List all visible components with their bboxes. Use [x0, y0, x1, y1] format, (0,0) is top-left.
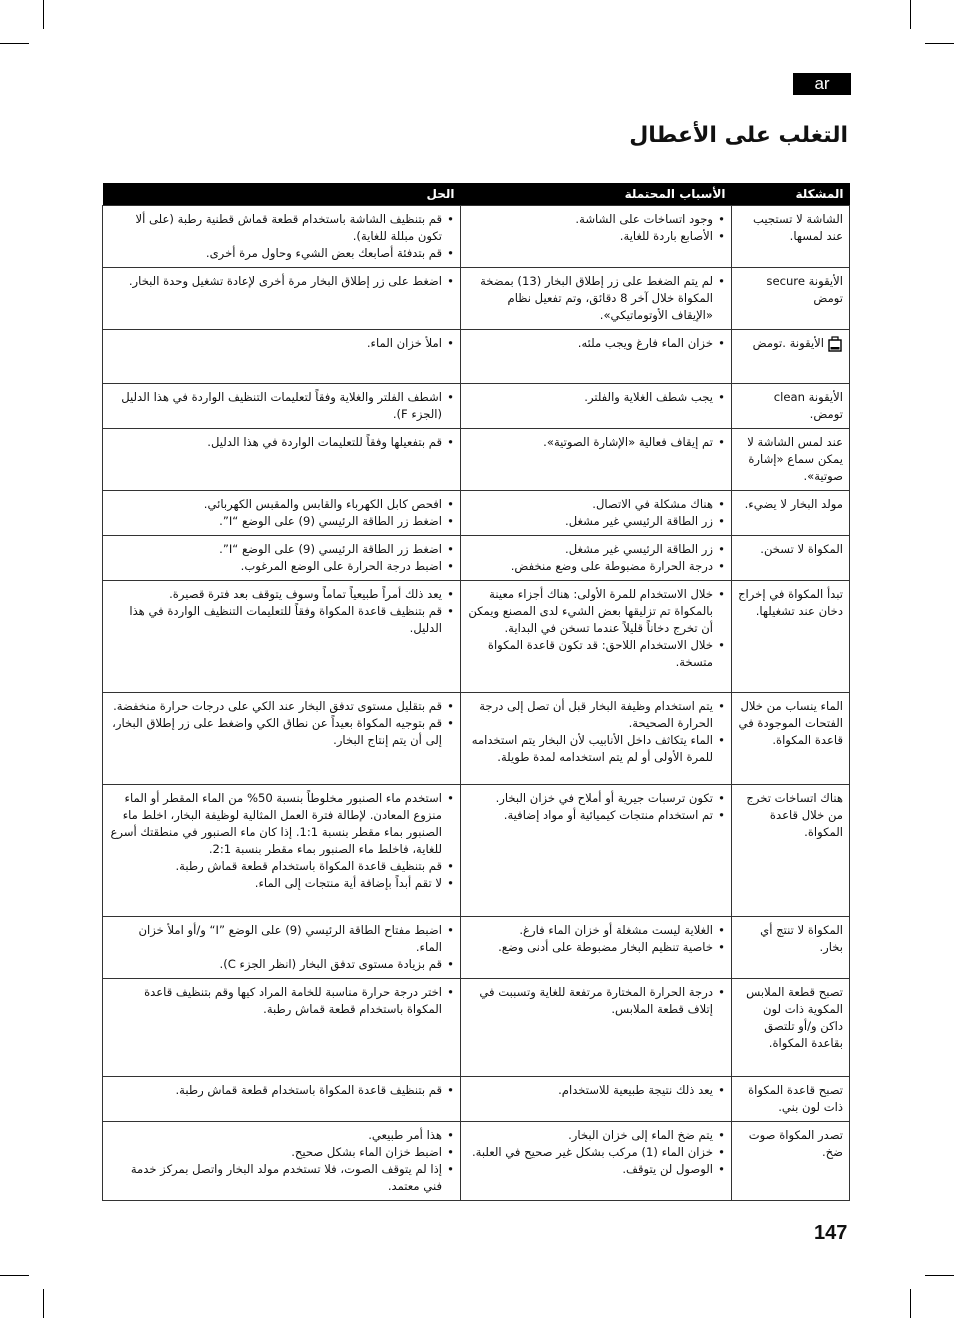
list-item: • قم بتنظيف قاعدة المكواة باستخدام قطعة قماش رطبة. — [109, 858, 442, 875]
solution-cell — [103, 268, 461, 330]
problem-cell: المكواة لا تسخن. — [732, 536, 850, 581]
list-item: • لم يتم الضغط على زر إطلاق البخار (13) بمضخة المكواة خلال آخر 8 دقائق، وتم تفعيل نظام «الإيقاف الأوتوماتيكي». — [467, 273, 713, 324]
list-item: • زر الطاقة الرئيسي غير مشغل. — [467, 513, 713, 530]
cause-cell — [461, 785, 732, 917]
list-item: • الوصول لن يتوقف. — [467, 1161, 713, 1178]
list-item: • خزان الماء فارغ ويجب ملئه. — [467, 335, 713, 352]
cause-cell — [461, 536, 732, 581]
problem-cell: هناك اتساخات تخرج من خلال قاعدة المكواة. — [732, 785, 850, 917]
solution-cell — [103, 384, 461, 429]
list-item: • اشطف الفلتر والغلاية وفقاً لتعليمات التنظيف الواردة في هذا الدليل (الجزء F). — [109, 389, 442, 423]
problem-cell: تصبح قاعدة المكواة ذات لون بني. — [732, 1077, 850, 1122]
problem-cell: المكواة لا تنتج أي بخار. — [732, 917, 850, 979]
problem-text: الأيقونة .تومض — [752, 336, 824, 350]
list-item: • اضغط زر الطاقة الرئيسي (9) على الوضع “I”. — [109, 541, 442, 558]
crop-mark — [910, 1289, 911, 1318]
crop-mark — [0, 1275, 29, 1276]
list-item: • خلال الاستخدام للمرة الأولى: هناك أجزاء معينة بالمكواة تم تزليقها بعض الشيء لدى المصنع ويمكن أن تخرج دخاناً قليلاً عندما تسخن في البداية. — [467, 586, 713, 637]
cause-cell — [461, 917, 732, 979]
solution-cell — [103, 206, 461, 268]
list-item: • قم بتقليل مستوى تدفق البخار عند الكي على درجات حرارة منخفضة. — [109, 698, 442, 715]
list-item: • اضبط درجة الحرارة على الوضع المرغوب. — [109, 558, 442, 575]
list-item: • الماء يتكاثف داخل الأنابيب لأن البخار يتم استخدامه للمرة الأولى أو لم يتم استخدامه لمدة طويلة. — [467, 732, 713, 766]
solution-cell — [103, 491, 461, 536]
table-row — [103, 330, 850, 384]
problem-cell: الأيقونة clean تومض. — [732, 384, 850, 429]
problem-cell: عند لمس الشاشة لا يمكن سماع «إشارة صوتية». — [732, 429, 850, 491]
table-header-row — [103, 183, 850, 206]
language-tab: ar — [793, 73, 851, 95]
list-item: • يجب شطف الغلاية والفلتر. — [467, 389, 713, 406]
table-row — [103, 1122, 850, 1201]
table-row — [103, 785, 850, 917]
list-item: • املأ خزان الماء. — [109, 335, 442, 352]
table-row — [103, 1077, 850, 1122]
solution-cell — [103, 785, 461, 917]
table-row — [103, 429, 850, 491]
cause-cell — [461, 206, 732, 268]
list-item: • قم بتنظيف قاعدة المكواة وفقاً للتعليمات التنظيف الواردة في هذا الدليل. — [109, 603, 442, 637]
crop-mark — [910, 0, 911, 29]
crop-mark — [925, 43, 954, 44]
problem-cell: تصدر المكواة صوت ضخ. — [732, 1122, 850, 1201]
list-item: • زر الطاقة الرئيسي غير مشغل. — [467, 541, 713, 558]
list-item: • اضغط زر الطاقة الرئيسي (9) على الوضع “I”. — [109, 513, 442, 530]
table-row — [103, 384, 850, 429]
problem-cell: تبدأ المكواة في إخراج دخان عند تشغيلها. — [732, 581, 850, 693]
list-item: • استخدم ماء الصنبور مخلوطاً بنسبة 50% من الماء المقطر أو الماء منزوع المعادن. لإطالة فترة العمل المثالية لوظيفة البخار، اخلط ماء الصنبور بماء مقطر بنسبة 1:1. إذا كان ماء الصنبور في منطقتك أسرع للغاية، فاخلط ماء الصنبور بماء مقطر بنسبة 2:1. — [109, 790, 442, 858]
list-item: • قم بتنظيف الشاشة باستخدام قطعة قماش قطنية رطبة (على ألا تكون مبللة للغاية). — [109, 211, 442, 245]
solution-cell — [103, 330, 461, 384]
water-tank-icon — [827, 336, 843, 352]
header-solution: الحل — [103, 183, 461, 206]
cause-cell — [461, 979, 732, 1077]
troubleshooting-table — [102, 183, 850, 1201]
cause-cell — [461, 268, 732, 330]
list-item: • اختر درجة حرارة مناسبة للخامة المراد كيها وقم بتنظيف قاعدة المكواة باستخدام قطعة قماش رطبة. — [109, 984, 442, 1018]
list-item: • خاصية تنظيم البخار مضبوطة على أدنى وضع. — [467, 939, 713, 956]
table-row — [103, 491, 850, 536]
crop-mark — [925, 1275, 954, 1276]
solution-cell — [103, 979, 461, 1077]
list-item: • اضغط على زر إطلاق البخار مرة أخرى لإعادة تشغيل وحدة البخار. — [109, 273, 442, 290]
list-item: • هذا أمر طبيعي. — [109, 1127, 442, 1144]
list-item: • يتم استخدام وظيفة البخار قبل أن تصل إلى درجة الحرارة الصحيحة. — [467, 698, 713, 732]
crop-mark — [0, 43, 29, 44]
list-item: • درجة الحرارة مضبوطة على وضع منخفض. — [467, 558, 713, 575]
header-cause: الأسباب المحتملة — [461, 183, 732, 206]
page-title: التغلب على الأعطال — [629, 123, 848, 148]
table-row — [103, 206, 850, 268]
cause-cell — [461, 384, 732, 429]
list-item: • لا تقم أبداً بإضافة أية منتجات إلى الماء. — [109, 875, 442, 892]
solution-cell — [103, 1122, 461, 1201]
solution-cell — [103, 1077, 461, 1122]
problem-cell: الشاشة لا تستجيب عند لمسها. — [732, 206, 850, 268]
crop-mark — [43, 1289, 44, 1318]
list-item: • قم بتفعيلها وفقاً للتعليمات الواردة في هذا الدليل. — [109, 434, 442, 451]
crop-mark — [43, 0, 44, 29]
table-row — [103, 536, 850, 581]
list-item: • هناك مشكلة في الاتصال. — [467, 496, 713, 513]
list-item: • تم إيقاف فعالية «الإشارة الصوتية». — [467, 434, 713, 451]
list-item: • قم بتدفئة أصابعك بعض الشيء وحاول مرة أخرى. — [109, 245, 442, 262]
list-item: • يعد ذلك أمراً طبيعياً تماماً وسوف يتوقف بعد فترة قصيرة. — [109, 586, 442, 603]
solution-cell — [103, 917, 461, 979]
list-item: • قم بتنظيف قاعدة المكواة باستخدام قطعة قماش رطبة. — [109, 1082, 442, 1099]
list-item: • خلال الاستخدام اللاحق: قد تكون قاعدة المكواة متسخة. — [467, 637, 713, 671]
cause-cell — [461, 581, 732, 693]
problem-cell: الماء ينساب من خلال الفتحات الموجودة في قاعدة المكواة. — [732, 693, 850, 785]
list-item: • يعد ذلك نتيجة طبيعية للاستخدام. — [467, 1082, 713, 1099]
table-row — [103, 917, 850, 979]
solution-cell — [103, 581, 461, 693]
list-item: • وجود اتساخات على الشاشة. — [467, 211, 713, 228]
list-item: • يتم ضخ الماء إلى خزان البخار. — [467, 1127, 713, 1144]
solution-cell — [103, 693, 461, 785]
page-number: 147 — [814, 1222, 848, 1244]
cause-cell — [461, 1077, 732, 1122]
table-body — [103, 206, 850, 1201]
table-row — [103, 268, 850, 330]
cause-cell — [461, 1122, 732, 1201]
cause-cell — [461, 491, 732, 536]
table-row — [103, 693, 850, 785]
list-item: • الأصابع باردة للغاية. — [467, 228, 713, 245]
list-item: • درجة الحرارة المختارة مرتفعة للغاية وتسببت في إتلاف قطعة الملابس. — [467, 984, 713, 1018]
header-problem: المشكلة — [732, 183, 850, 206]
problem-cell: تصبح قطعة الملابس المكوية ذات لون داكن و/أو تلتصق بقاعدة المكواة. — [732, 979, 850, 1077]
list-item: • قم بتوجيه المكواة بعيداً عن نطاق الكي واضغط على زر إطلاق البخار، إلى أن يتم إنتاج البخار. — [109, 715, 442, 749]
table-row — [103, 979, 850, 1077]
list-item: • اضبط خزان الماء بشكل صحيح. — [109, 1144, 442, 1161]
solution-cell — [103, 536, 461, 581]
cause-cell — [461, 429, 732, 491]
solution-cell — [103, 429, 461, 491]
list-item: • تكون ترسبات جيرية أو أملاح في خزان البخار. — [467, 790, 713, 807]
cause-cell — [461, 330, 732, 384]
problem-cell: مولد البخار لا يضيء. — [732, 491, 850, 536]
list-item: • تم استخدام منتجات كيميائية أو مواد إضافية. — [467, 807, 713, 824]
list-item: • الغلاية ليست مشغلة أو خزان الماء فارغ. — [467, 922, 713, 939]
list-item: • إذا لم يتوقف الصوت، فلا تستخدم مولد البخار واتصل بمركز خدمة فني معتمد. — [109, 1161, 442, 1195]
problem-cell — [732, 330, 850, 384]
list-item: • خزان الماء (1) مركب بشكل غير صحيح في العلبة. — [467, 1144, 713, 1161]
list-item: • اضبط مفتاح الطاقة الرئيسي (9) على الوضع ”I“ و/أو املأ خزان الماء. — [109, 922, 442, 956]
list-item: • افحص كابل الكهرباء والقابس والمقبس الكهربائي. — [109, 496, 442, 513]
table-row — [103, 581, 850, 693]
cause-cell — [461, 693, 732, 785]
problem-cell: الأيقونة secure تومض — [732, 268, 850, 330]
list-item: • قم بزيادة مستوى تدفق البخار (انظر الجزء C). — [109, 956, 442, 973]
